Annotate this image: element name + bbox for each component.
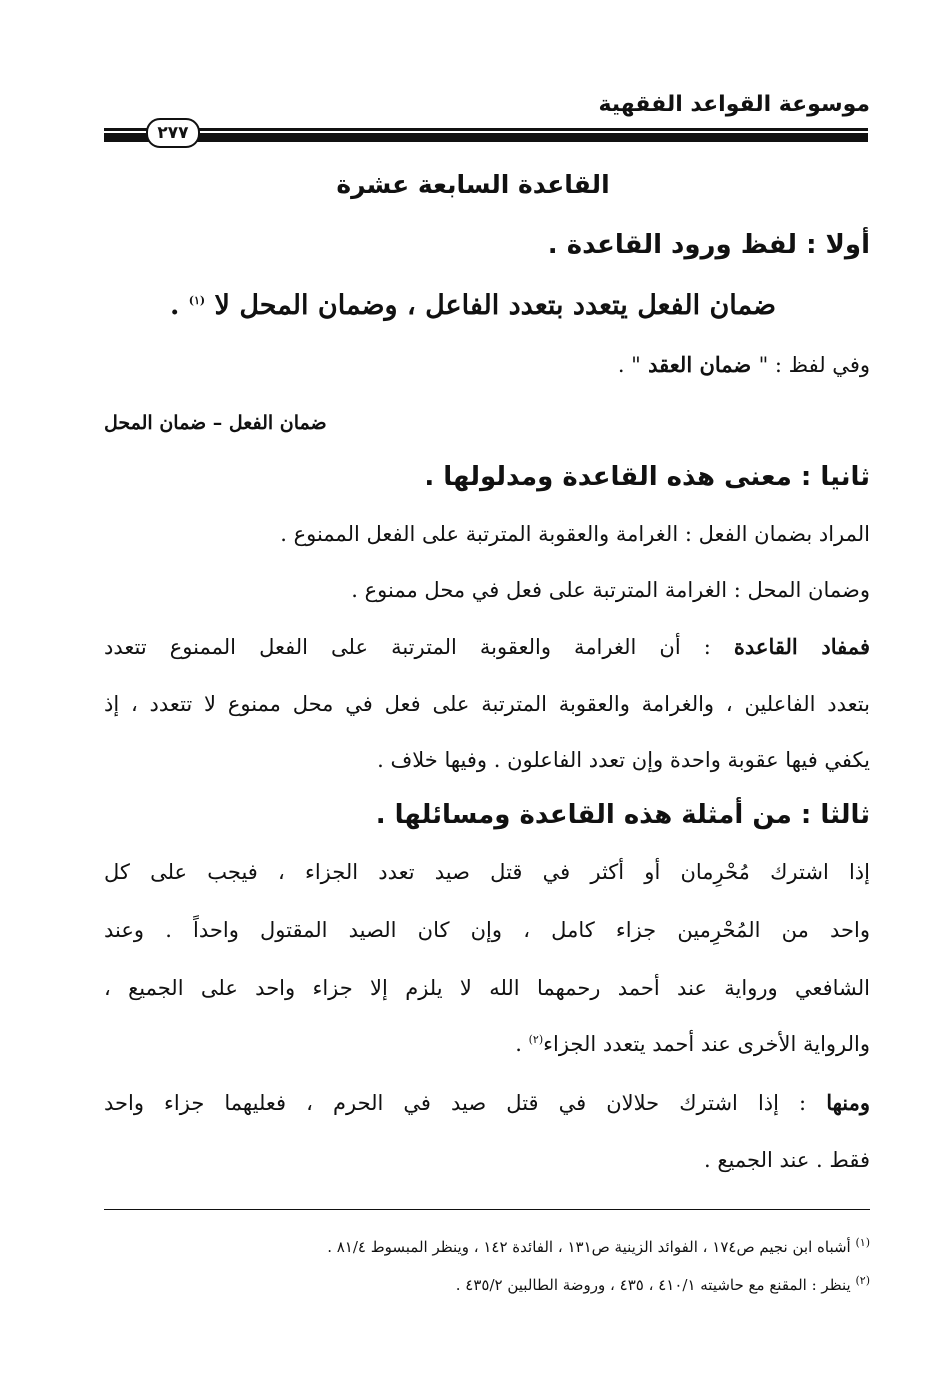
footnote-1-number: (١) bbox=[855, 1236, 870, 1249]
footnote-separator bbox=[104, 1209, 870, 1210]
footnote-2-text: ينظر : المقنع مع حاشيته ٤١٠/١ ، ٤٣٥ ، وروضة الطالبين ٤٣٥/٢ . bbox=[455, 1276, 856, 1294]
example-2-label: ومنها bbox=[826, 1090, 870, 1115]
example-1-text-end: والرواية الأخرى عند أحمد يتعدد الجزاء bbox=[543, 1032, 870, 1056]
page-number-badge: ٢٧٧ bbox=[146, 118, 200, 148]
alternate-wording-term: ضمان العقد bbox=[640, 352, 759, 377]
footnote-ref-1: (١) bbox=[188, 294, 206, 307]
summary-text-1: : أن الغرامة والعقوبة المترتبة على الفعل الممنوع تتعدد bbox=[104, 635, 734, 659]
alternate-wording-suffix: " . bbox=[617, 353, 641, 377]
footnote-1 bbox=[327, 1236, 870, 1256]
section-heading-wording: أولا : لفظ ورود القاعدة . bbox=[547, 230, 870, 260]
example-1-line-1: إذا اشترك مُحْرِمان أو أكثر في قتل صيد تعدد الجزاء ، فيجب على كل bbox=[104, 860, 870, 884]
alternate-wording-prefix: وفي لفظ : " bbox=[758, 353, 870, 377]
meaning-summary-line-2: بتعدد الفاعلين ، والغرامة والعقوبة المترتبة على فعل في محل ممنوع لا تتعدد ، إذ bbox=[104, 692, 870, 716]
footnote-1-text: أشباه ابن نجيم ص١٧٤ ، الفوائد الزينية ص١٣١ ، الفائدة ١٤٢ ، وينظر المبسوط ٨١/٤ . bbox=[327, 1238, 856, 1256]
example-1-line-3: الشافعي ورواية عند أحمد رحمهما الله لا يلزم إلا جزاء واحد على الجميع ، bbox=[104, 976, 870, 1000]
header-rule-thick bbox=[104, 133, 868, 142]
summary-label: فمفاد القاعدة bbox=[733, 634, 870, 659]
meaning-paragraph-2: وضمان المحل : الغرامة المترتبة على فعل في محل ممنوع . bbox=[351, 578, 870, 602]
example-1-line-4 bbox=[515, 1032, 870, 1056]
running-header-title: موسوعة القواعد الفقهية bbox=[598, 92, 870, 117]
footnote-2-number: (٢) bbox=[855, 1274, 870, 1287]
rule-statement-end: . bbox=[169, 290, 180, 321]
rule-statement-text: ضمان الفعل يتعدد بتعدد الفاعل ، وضمان المحل لا bbox=[214, 290, 777, 321]
example-2-text: : إذا اشترك حلالان في قتل صيد في الحرم ، فعليهما جزاء واحد bbox=[104, 1091, 827, 1115]
alternate-wording bbox=[618, 352, 870, 377]
section-heading-meaning: ثانيا : معنى هذه القاعدة ومدلولها . bbox=[424, 462, 870, 492]
section-heading-examples: ثالثا : من أمثلة هذه القاعدة ومسائلها . bbox=[375, 800, 870, 830]
meaning-paragraph-1: المراد بضمان الفعل : الغرامة والعقوبة المترتبة على الفعل الممنوع . bbox=[280, 522, 870, 546]
rule-statement bbox=[0, 290, 946, 321]
keywords-line: ضمان الفعل – ضمان المحل bbox=[104, 412, 327, 434]
example-1-period: . bbox=[515, 1032, 529, 1056]
header-rule-thin bbox=[104, 128, 868, 131]
rule-heading: القاعدة السابعة عشرة bbox=[336, 170, 610, 199]
example-2-line-1 bbox=[104, 1090, 870, 1115]
footnote-2 bbox=[456, 1274, 870, 1294]
meaning-summary-line-3: يكفي فيها عقوبة واحدة وإن تعدد الفاعلون . وفيها خلاف . bbox=[377, 748, 870, 772]
footnote-ref-2: (٢) bbox=[528, 1033, 544, 1046]
example-2-line-2: فقط . عند الجميع . bbox=[704, 1148, 870, 1172]
example-1-line-2: واحد من المُحْرِمين جزاء كامل ، وإن كان الصيد المقتول واحداً . وعند bbox=[104, 918, 870, 942]
meaning-summary-line-1 bbox=[104, 634, 870, 659]
